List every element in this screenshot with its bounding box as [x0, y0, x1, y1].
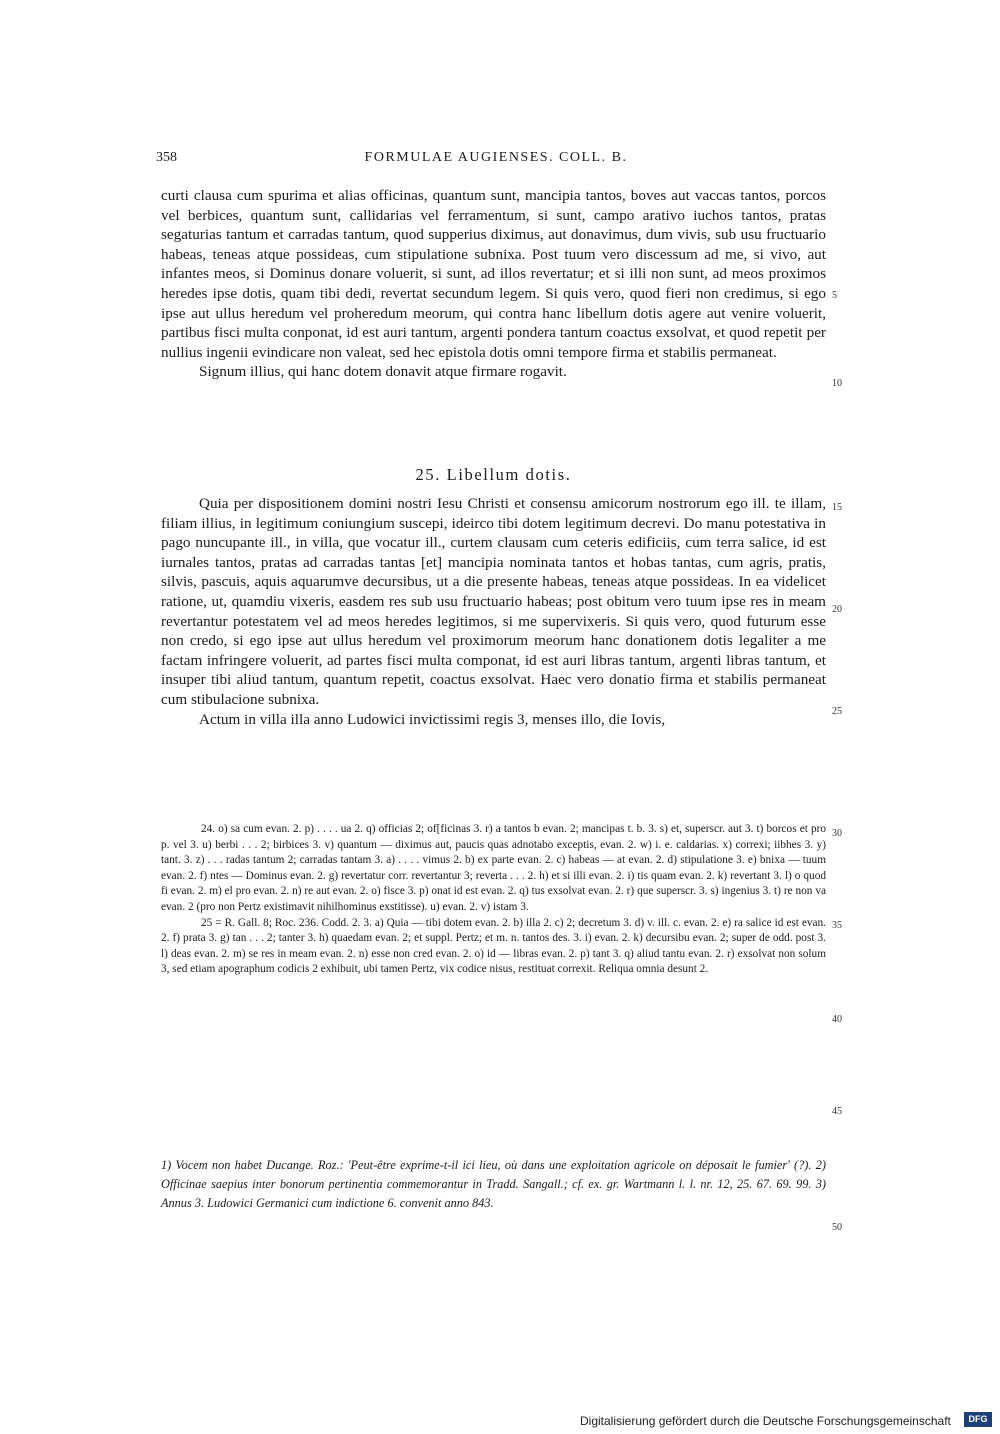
- margin-line-number: 25: [832, 706, 842, 717]
- running-head: FORMULAE AUGIENSES. COLL. B.: [364, 150, 628, 165]
- formula-25-heading: 25. Libellum dotis.: [415, 465, 572, 484]
- formula-24-signum: Signum illius, qui hanc dotem donavit atque firmare rogavit.: [199, 363, 567, 381]
- margin-line-number: 45: [832, 1106, 842, 1117]
- apparatus-note-24: 24. o) sa cum evan. 2. p) . . . . ua 2. q) officias 2; of[ficinas 3. r) a tantos b evan. 2; mancipas t. b. 3. s) et, superscr. aut 3. t) borcos et pro p. vel 3. u) berbi . . . 2; birbices 3. v) quantum — diximus aut, paucis quas adnotabo exceptis, evan. 2. w) i. e. caldarias. x) correxi; iibhes 3. y) tant. 3. z) . . . radas tantum 2; carradas tantam 3. a) . . . . vimus 2. b) ex parte evan. 2. c) habeas — at evan. 2. d) stipulatione 3. e) bnixa — tuum evan. 2. f) ntes — Dominus evan. 2. g) revertatur corr. revertantur 3; reverta . . . 2. h) et si illi evan. 2. i) tis quam evan. 2. k) revertant 3. l) o quod fi evan. 2. m) el pro evan. 2. n) re aut evan. 2. o) fisce 3. p) onat id est evan. 2. q) tus exsolvat evan. 2. r) que superscr. 3. s) ingenius 3. t) re non va evan. 2 (pro non Pertz existimavit nihilhominus exstitisse). u) evan. 2. v) istam 3.: [161, 823, 826, 913]
- page-number: 358: [156, 150, 177, 165]
- apparatus-note-25: 25 = R. Gall. 8; Roc. 236. Codd. 2. 3. a) Quia — tibi dotem evan. 2. b) illa 2. c) 2; decretum 3. d) v. ill. c. evan. 2. e) ra salice id est evan. 2. f) prata 3. g) tan . . . 2; tanter 3. h) quaedam evan. 2; et suppl. Pertz; et m. n. tantos des. 3. i) evan. 2. k) decursibu evan. 2; super de odd. post 3. l) deas evan. 2. m) se res in meam evan. 2. n) esse non cred evan. 2. o) id — libras evan. 2. p) tant 3. q) aliud tantu evan. 2. r) exsolvat non solum 3, sed etiam apographum codicis 2 exhibuit, ubi tamen Pertz, vix codice nisus, restituat correxit. Reliqua omnia desunt 2.: [161, 916, 826, 976]
- formula-24-text: curti clausa cum spurima et alias officinas, quantum sunt, mancipia tantos, boves aut vaccas tantos, porcos vel berbices, quantum sunt, callidarias vel ferramentum, si sunt, campo arativo iuchos tantos, pratas segaturias tantum et carradas tantum, quod supperius diximus, aut donavimus, dum vivis, sub usu fructuario habeas, teneas atque possideas, cum stipulatione subnixa. Post tuum vero discessum ad me, si vivo, aut infantes meos, si Dominus donare voluerit, si sunt, ad illos revertatur; et si illi non sunt, ad meos proximos heredes ipse dotis, quam tibi dedi, revertat secundum legem. Si quis vero, quod fieri non credimus, si ego ipse aut ullus heredum vel proheredum meorum, qui contra hanc libellum dotis agere aut venire voluerit, partibus fisci multa conponat, id est auri tantum, argenti pondera tantum coactus exsolvat, et quod repetit per nullius ingenii evindicare non valeat, sed hec epistola dotis omni tempore firma et stabilis permaneat.: [161, 187, 826, 361]
- digitization-credit: Digitalisierung gefördert durch die Deutsche Forschungsgemeinschaft: [580, 1414, 951, 1428]
- critical-apparatus: [161, 822, 826, 978]
- dfg-logo-icon: DFG: [964, 1412, 992, 1427]
- formula-24-end: [161, 186, 826, 382]
- margin-line-number: 15: [832, 502, 842, 513]
- formula-25-actum: Actum in villa illa anno Ludowici invictissimi regis 3, menses illo, die Iovis,: [199, 710, 666, 728]
- margin-line-number: 5: [832, 290, 837, 301]
- margin-line-number: 50: [832, 1222, 842, 1233]
- formula-25: [161, 494, 826, 729]
- page-header: [156, 150, 836, 170]
- formula-25-text: Quia per dispositionem domini nostri Iesu Christi et consensu amicorum nostrorum ego ill. te illam, filiam illius, in legitimum coniungium suscepi, ideirco tibi dotem legitimum decrevi. Do manu potestativa in pago nuncupante ill., in villa, que vocatur ill., curtem clausam cum ceteris edificiis, cum terra salice, id est iurnales tantos, pratas ad carradas tantas [et] mancipia nominata tantos et hobas tantas, cum agris, pratis, silvis, pascuis, aquis aquarumve decursibus, ut a die presente habeas, teneas atque possideas. In ea videlicet ratione, ut, quamdiu vixeris, easdem res sub usu fructuario habeas; post obitum vero tuum ipse res in meam revertantur potestatem vel ad meos heredes legitimos, si me supervixeris. Si quis vero, quod futurum esse non credo, si ego ipse aut ullus heredum vel proximorum meorum hanc donationem dotis legaliter a me factam infringere voluerit, ad partes fisci multa componat, id est auri libras tantum, argenti libras tantum, et insuper tibi aliud tantum, quantum repetit, coactus exsolvat. Haec vero donatio firma et stabilis permaneat cum stibulacione subnixa.: [161, 495, 826, 708]
- margin-line-number: 30: [832, 828, 842, 839]
- margin-line-number: 35: [832, 920, 842, 931]
- margin-line-number: 40: [832, 1014, 842, 1025]
- footnote-text: 1) Vocem non habet Ducange. Roz.: 'Peut-être exprime-t-il ici lieu, où dans une exploitation agricole on déposait le fumier' (?). 2) Officinae saepius inter bonorum pertinentia commemorantur in Tradd. Sangall.; cf. ex. gr. Wartmann l. l. nr. 12, 25. 67. 69. 99. 3) Annus 3. Ludowici Germanici cum indictione 6. convenit anno 843.: [161, 1158, 826, 1211]
- footnotes: [161, 1156, 826, 1214]
- margin-line-number: 10: [832, 378, 842, 389]
- margin-line-number: 20: [832, 604, 842, 615]
